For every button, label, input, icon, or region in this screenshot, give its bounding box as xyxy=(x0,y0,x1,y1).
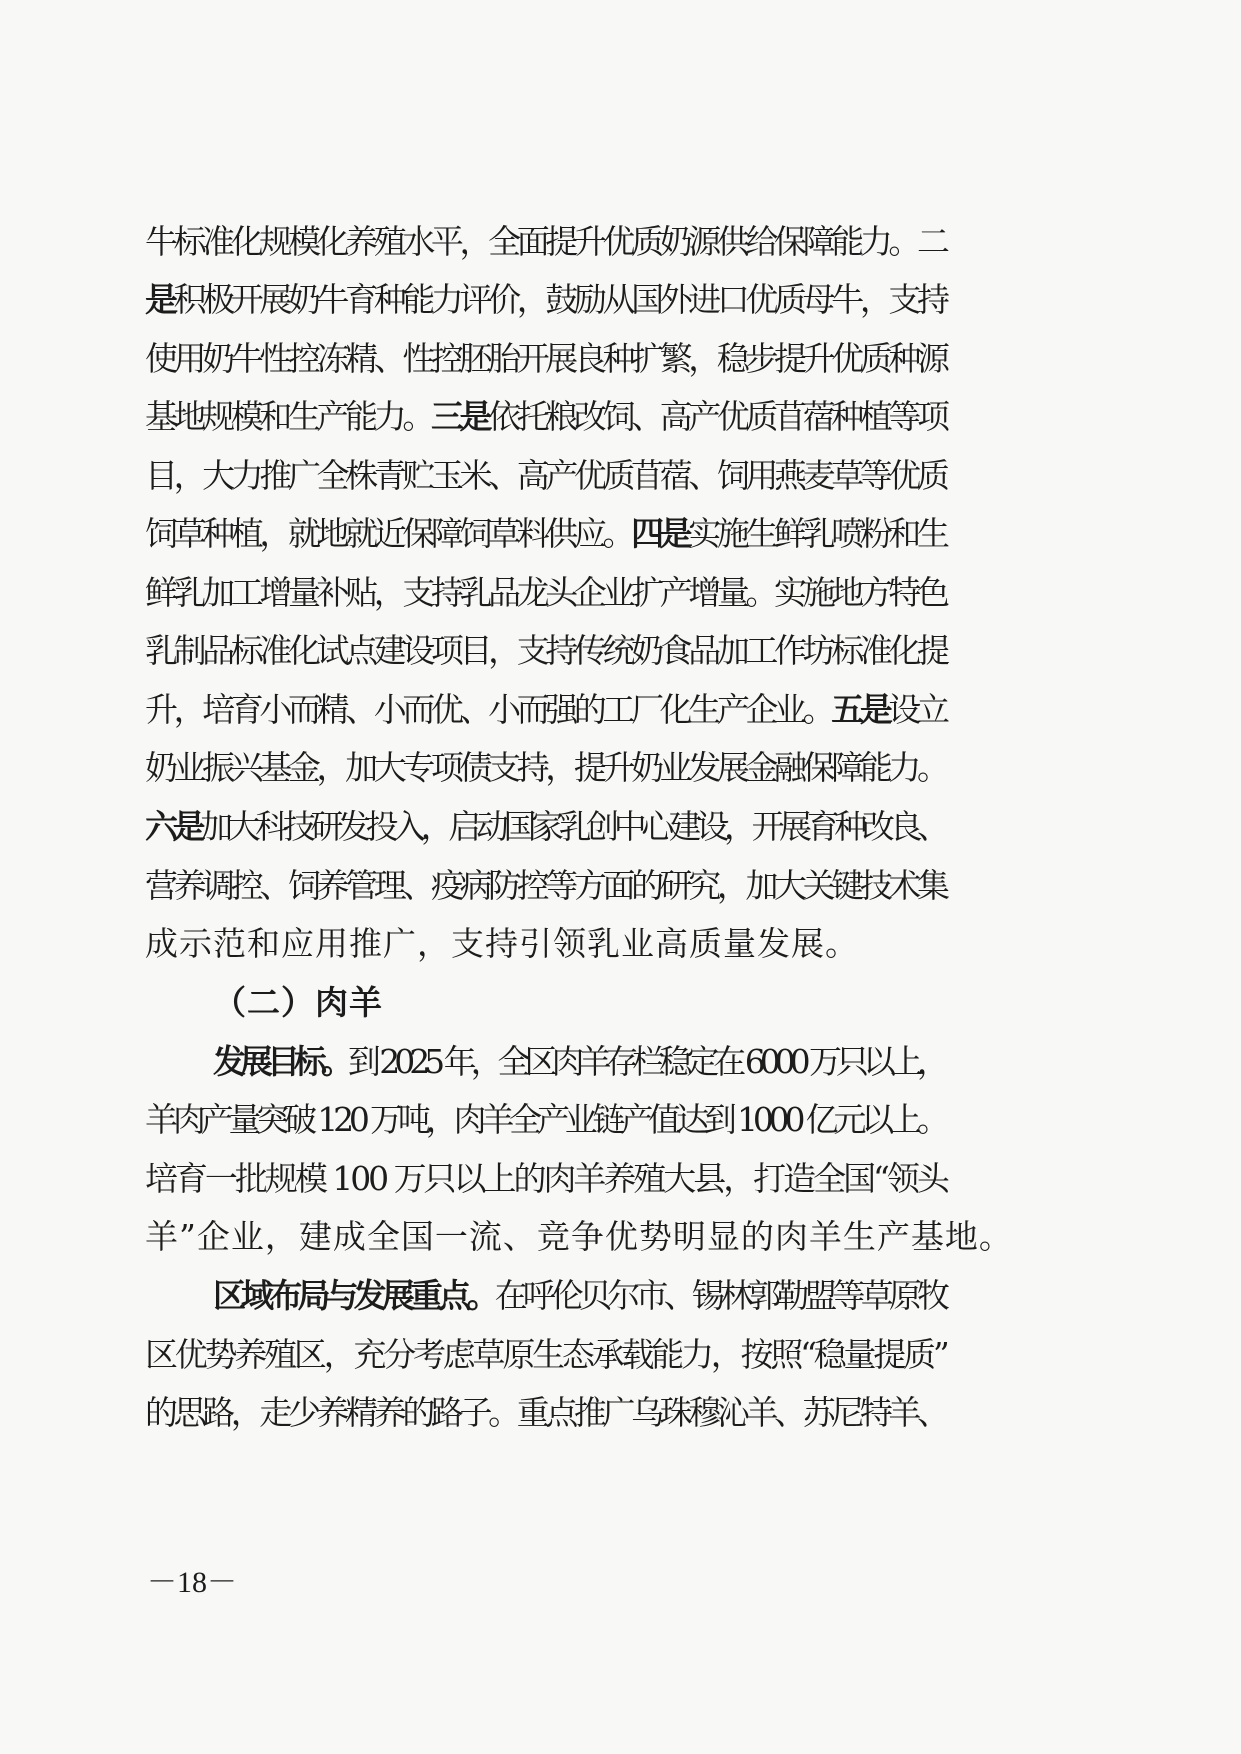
text-run: 乳制品标准化试点建设项目，支持传统奶食品加工作坊标准化提 xyxy=(145,631,946,670)
bold-label: 五是 xyxy=(831,690,889,729)
text-run: 依托粮改饲、高产优质苜蓿种植等项 xyxy=(488,397,946,436)
text-line xyxy=(145,512,946,556)
bold-label: 区域布局与发展重点。 xyxy=(213,1276,495,1315)
text-line xyxy=(213,1274,945,1318)
text-run: 升，培育小而精、小而优、小而强的工厂化生产企业。 xyxy=(145,690,832,729)
text-run: 基地规模和生产能力。 xyxy=(145,397,431,436)
text-line xyxy=(145,688,946,732)
text-run: 在呼伦贝尔市、锡林郭勒盟等草原牧 xyxy=(494,1276,946,1315)
text-line xyxy=(145,922,859,966)
text-line xyxy=(145,395,946,439)
text-line xyxy=(145,1215,1013,1259)
text-run: 设立 xyxy=(888,690,946,729)
text-line xyxy=(145,571,946,615)
text-run: 的思路，走少养精养的路子。重点推广乌珠穆沁羊、苏尼特羊、 xyxy=(145,1393,946,1432)
bold-label: 是 xyxy=(145,280,174,319)
text-run: 加大科技研发投入，启动国家乳创中心建设，开展育种改良、 xyxy=(200,807,945,846)
text-run: 饲草种植，就地就近保障饲草料供应。 xyxy=(145,514,632,553)
text-run: 羊肉产量突破 120 万吨，肉羊全产业链产值达到 1000 亿元以上。 xyxy=(145,1100,945,1139)
text-run: 积极开展奶牛育种能力评价，鼓励从国外进口优质母牛，支持 xyxy=(173,280,946,319)
text-line xyxy=(145,337,946,381)
text-line xyxy=(145,1391,946,1435)
text-run: 牛标准化规模化养殖水平，全面提升优质奶源供给保障能力。二 xyxy=(145,222,946,261)
text-run: 羊”企业，建成全国一流、竞争优势明显的肉羊生产基地。 xyxy=(145,1217,1013,1256)
text-run: 奶业振兴基金，加大专项债支持，提升奶业发展金融保障能力。 xyxy=(145,748,946,787)
text-run: 培育一批规模 100 万只以上的肉羊养殖大县，打造全国“领头 xyxy=(145,1159,947,1198)
text-line xyxy=(145,864,946,908)
text-line xyxy=(145,454,946,498)
text-run: 营养调控、饲养管理、疫病防控等方面的研究，加大关键技术集 xyxy=(145,866,946,905)
text-line xyxy=(213,1040,944,1084)
text-line xyxy=(145,629,946,673)
text-line xyxy=(145,1157,947,1201)
bold-label: 三是 xyxy=(430,397,489,436)
text-run: 鲜乳加工增量补贴，支持乳品龙头企业扩产增量。实施地方特色 xyxy=(145,573,946,612)
text-run: 目，大力推广全株青贮玉米、高产优质苜蓿、饲用燕麦草等优质 xyxy=(145,456,946,495)
text-line xyxy=(145,220,946,264)
bold-label: 四是 xyxy=(631,514,689,553)
bold-label: 发展目标。 xyxy=(213,1042,348,1081)
text-line xyxy=(145,1098,945,1142)
text-run: 区优势养殖区，充分考虑草原生态承载能力，按照“稳量提质” xyxy=(145,1335,947,1374)
text-run: 实施生鲜乳喷粉和生 xyxy=(688,514,946,553)
text-line xyxy=(145,278,946,322)
page-number: －18－ xyxy=(147,1566,237,1599)
bold-label: 六是 xyxy=(145,807,201,846)
section-heading xyxy=(213,981,383,1025)
text-line xyxy=(145,746,946,790)
text-run: 使用奶牛性控冻精、性控胚胎开展良种扩繁，稳步提升优质种源 xyxy=(145,339,946,378)
text-line xyxy=(145,805,945,849)
text-run: 到 2025 年，全区肉羊存栏稳定在 6000 万只以上， xyxy=(347,1042,944,1081)
bold-label: （二）肉羊 xyxy=(213,983,383,1022)
text-line xyxy=(145,1333,947,1377)
text-run: 成示范和应用推广，支持引领乳业高质量发展。 xyxy=(145,924,859,963)
